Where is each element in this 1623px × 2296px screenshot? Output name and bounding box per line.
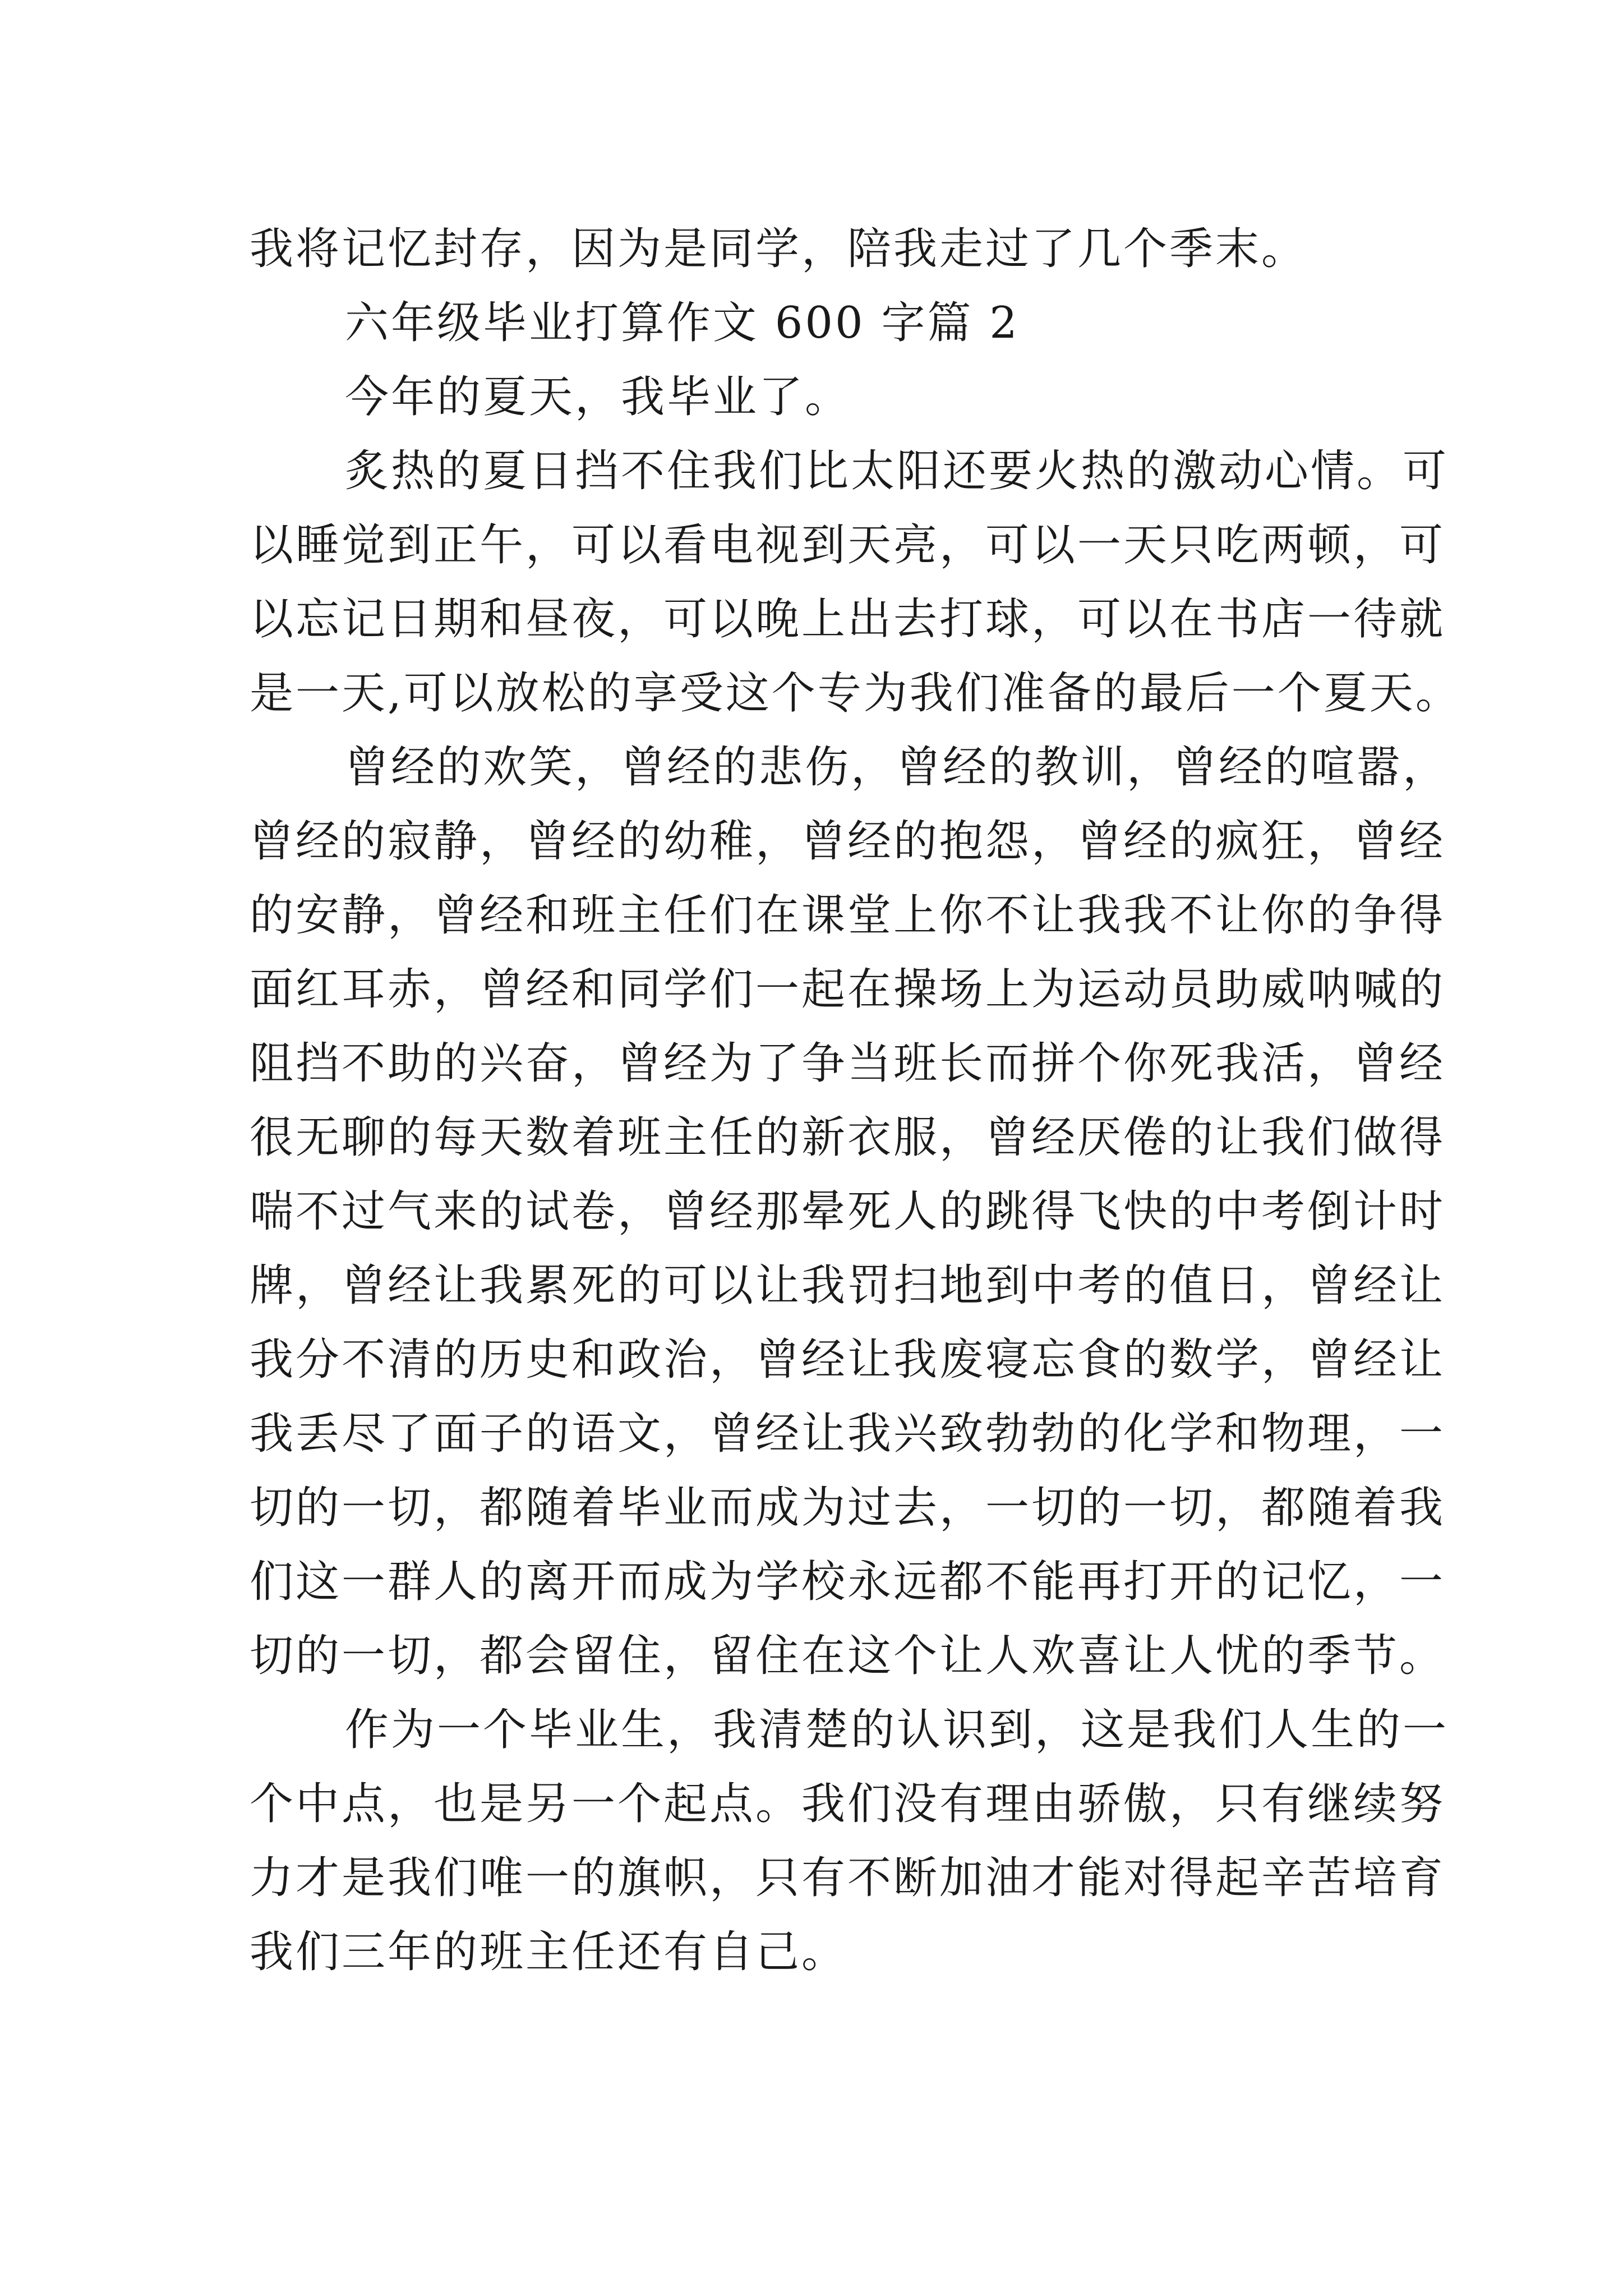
text-line: 切的一切，都随着毕业而成为过去，一切的一切，都随着我 <box>250 1483 1446 1533</box>
text-line: 们这一群人的离开而成为学校永远都不能再打开的记忆，一 <box>250 1557 1446 1607</box>
paragraph-memories <box>250 730 1449 1693</box>
text-line: 曾经的欢笑，曾经的悲伤，曾经的教训，曾经的喧嚣， <box>345 742 1449 793</box>
text-line: 喘不过气来的试卷，曾经那晕死人的跳得飞快的中考倒计时 <box>250 1186 1446 1237</box>
text-line: 炙热的夏日挡不住我们比太阳还要火热的激动心情。可 <box>345 446 1449 496</box>
text-line: 我们三年的班主任还有自己。 <box>250 1927 848 1977</box>
text-line: 以忘记日期和昼夜，可以晚上出去打球，可以在书店一待就 <box>250 594 1446 645</box>
document-body <box>250 212 1461 1989</box>
text-line: 作为一个毕业生，我清楚的认识到，这是我们人生的一 <box>345 1705 1449 1755</box>
text-line: 以睡觉到正午，可以看电视到天亮，可以一天只吃两顿，可 <box>250 520 1446 570</box>
paragraph-summer <box>250 434 1461 730</box>
heading-text: 六年级毕业打算作文 600 字篇 2 <box>345 298 1020 348</box>
paragraph-closing-line <box>250 212 1388 286</box>
paragraph-graduate <box>250 1693 1449 1989</box>
text-line: 曾经的寂静，曾经的幼稚，曾经的抱怨，曾经的疯狂，曾经 <box>250 816 1446 867</box>
text-line: 是一天,可以放松的享受这个专为我们准备的最后一个夏天。 <box>250 668 1461 719</box>
section-heading <box>250 286 1388 360</box>
text-line: 切的一切，都会留住，留住在这个让人欢喜让人忧的季节。 <box>250 1631 1446 1681</box>
text-line: 很无聊的每天数着班主任的新衣服，曾经厌倦的让我们做得 <box>250 1112 1446 1163</box>
text-line: 力才是我们唯一的旗帜，只有不断加油才能对得起辛苦培育 <box>250 1853 1446 1903</box>
text-line: 今年的夏天，我毕业了。 <box>345 372 851 422</box>
text-line: 我将记忆封存，因为是同学，陪我走过了几个季末。 <box>250 224 1308 274</box>
text-line: 我分不清的历史和政治，曾经让我废寝忘食的数学，曾经让 <box>250 1335 1446 1385</box>
text-line: 我丢尽了面子的语文，曾经让我兴致勃勃的化学和物理，一 <box>250 1409 1446 1459</box>
text-line: 牌，曾经让我累死的可以让我罚扫地到中考的值日，曾经让 <box>250 1260 1446 1311</box>
text-line: 阻挡不助的兴奋，曾经为了争当班长而拼个你死我活，曾经 <box>250 1038 1446 1089</box>
text-line: 的安静，曾经和班主任们在课堂上你不让我我不让你的争得 <box>250 890 1446 941</box>
text-line: 个中点，也是另一个起点。我们没有理由骄傲，只有继续努 <box>250 1779 1446 1829</box>
text-line: 面红耳赤，曾经和同学们一起在操场上为运动员助威呐喊的 <box>250 964 1446 1015</box>
paragraph-opening <box>250 360 1388 434</box>
